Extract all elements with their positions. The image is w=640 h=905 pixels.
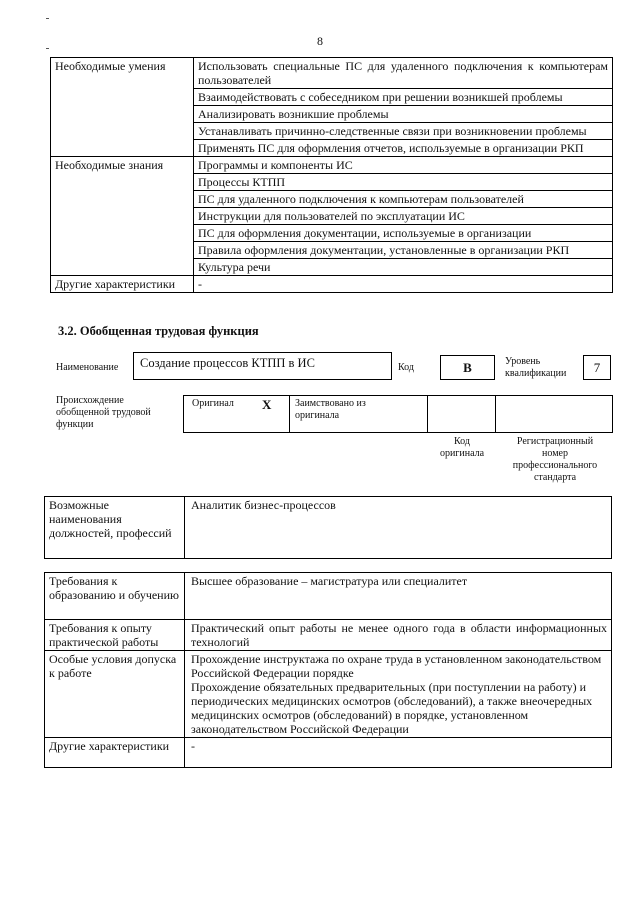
name-value: Создание процессов КТПП в ИС <box>140 356 315 370</box>
knowledge-item: ПС для удаленного подключения к компьютерам пользователей <box>194 191 613 208</box>
other-characteristics-label: Другие характеристики <box>45 738 185 768</box>
other-characteristics-value: - <box>185 738 612 768</box>
name-label: Наименование <box>56 362 119 373</box>
skill-item: Использовать специальные ПС для удаленного подключения к компьютерам пользователей <box>194 58 613 89</box>
registration-caption: Регистрационный номер профессионального стандарта <box>512 436 598 483</box>
knowledge-label: Необходимые знания <box>51 157 194 276</box>
margin-mark <box>46 18 49 19</box>
table-row <box>45 651 612 738</box>
positions-value: Аналитик бизнес-процессов <box>185 497 612 559</box>
knowledge-item: Культура речи <box>194 259 613 276</box>
table-row <box>45 497 612 559</box>
positions-table <box>44 496 612 559</box>
table-row <box>51 58 613 89</box>
origin-box <box>183 395 613 433</box>
level-label: Уровень квалификации <box>505 356 567 379</box>
skill-item: Взаимодействовать с собеседником при решении возникшей проблемы <box>194 89 613 106</box>
skills-label: Необходимые умения <box>51 58 194 157</box>
table-row <box>45 620 612 651</box>
skill-item: Устанавливать причинно-следственные связи при возникновении проблемы <box>194 123 613 140</box>
name-value-box <box>133 352 392 380</box>
requirements-table <box>44 572 612 768</box>
table-row <box>51 276 613 293</box>
experience-value: Практический опыт работы не менее одного года в области информационных технологий <box>185 620 612 651</box>
knowledge-item: Процессы КТПП <box>194 174 613 191</box>
skills-knowledge-table <box>50 57 613 293</box>
experience-label: Требования к опыту практической работы <box>45 620 185 651</box>
original-mark: X <box>262 397 272 412</box>
admission-values <box>185 651 612 738</box>
table-row <box>45 573 612 620</box>
code-original-caption: Код оригинала <box>439 436 485 459</box>
code-value: B <box>463 360 472 375</box>
admission-value-2: Прохождение обязательных предварительных (при поступлении на работу) и периодических медицинских осмотров (обследований), а также внеочередных медицинских осмотров (обследований) в порядке, установленном законодательством Российской Федерации <box>191 680 593 736</box>
other-value: - <box>194 276 613 293</box>
section-title: 3.2. Обобщенная трудовая функция <box>58 324 259 338</box>
education-label: Требования к образованию и обучению <box>45 573 185 620</box>
page-number: 8 <box>317 34 323 48</box>
skill-item: Применять ПС для оформления отчетов, используемые в организации РКП <box>194 140 613 157</box>
level-value: 7 <box>593 360 601 375</box>
origin-label: Происхождение обобщенной трудовой функции <box>56 395 151 430</box>
admission-value-1: Прохождение инструктажа по охране труда в установленном законодательством Российской Федерации порядке <box>191 652 602 680</box>
skill-item: Анализировать возникшие проблемы <box>194 106 613 123</box>
admission-label: Особые условия допуска к работе <box>45 651 185 738</box>
education-value: Высшее образование – магистратура или специалитет <box>185 573 612 620</box>
knowledge-item: Правила оформления документации, установленные в организации РКП <box>194 242 613 259</box>
knowledge-item: Инструкции для пользователей по эксплуатации ИС <box>194 208 613 225</box>
table-row <box>51 157 613 174</box>
code-value-box <box>440 355 495 380</box>
other-label: Другие характеристики <box>51 276 194 293</box>
table-row <box>45 738 612 768</box>
knowledge-item: ПС для оформления документации, используемые в организации <box>194 225 613 242</box>
positions-label: Возможные наименования должностей, профессий <box>45 497 185 559</box>
borrowed-label: Заимствовано из оригинала <box>295 398 366 421</box>
knowledge-item: Программы и компоненты ИС <box>194 157 613 174</box>
level-value-box <box>583 355 611 380</box>
original-label: Оригинал <box>192 398 234 409</box>
code-label: Код <box>398 362 414 373</box>
